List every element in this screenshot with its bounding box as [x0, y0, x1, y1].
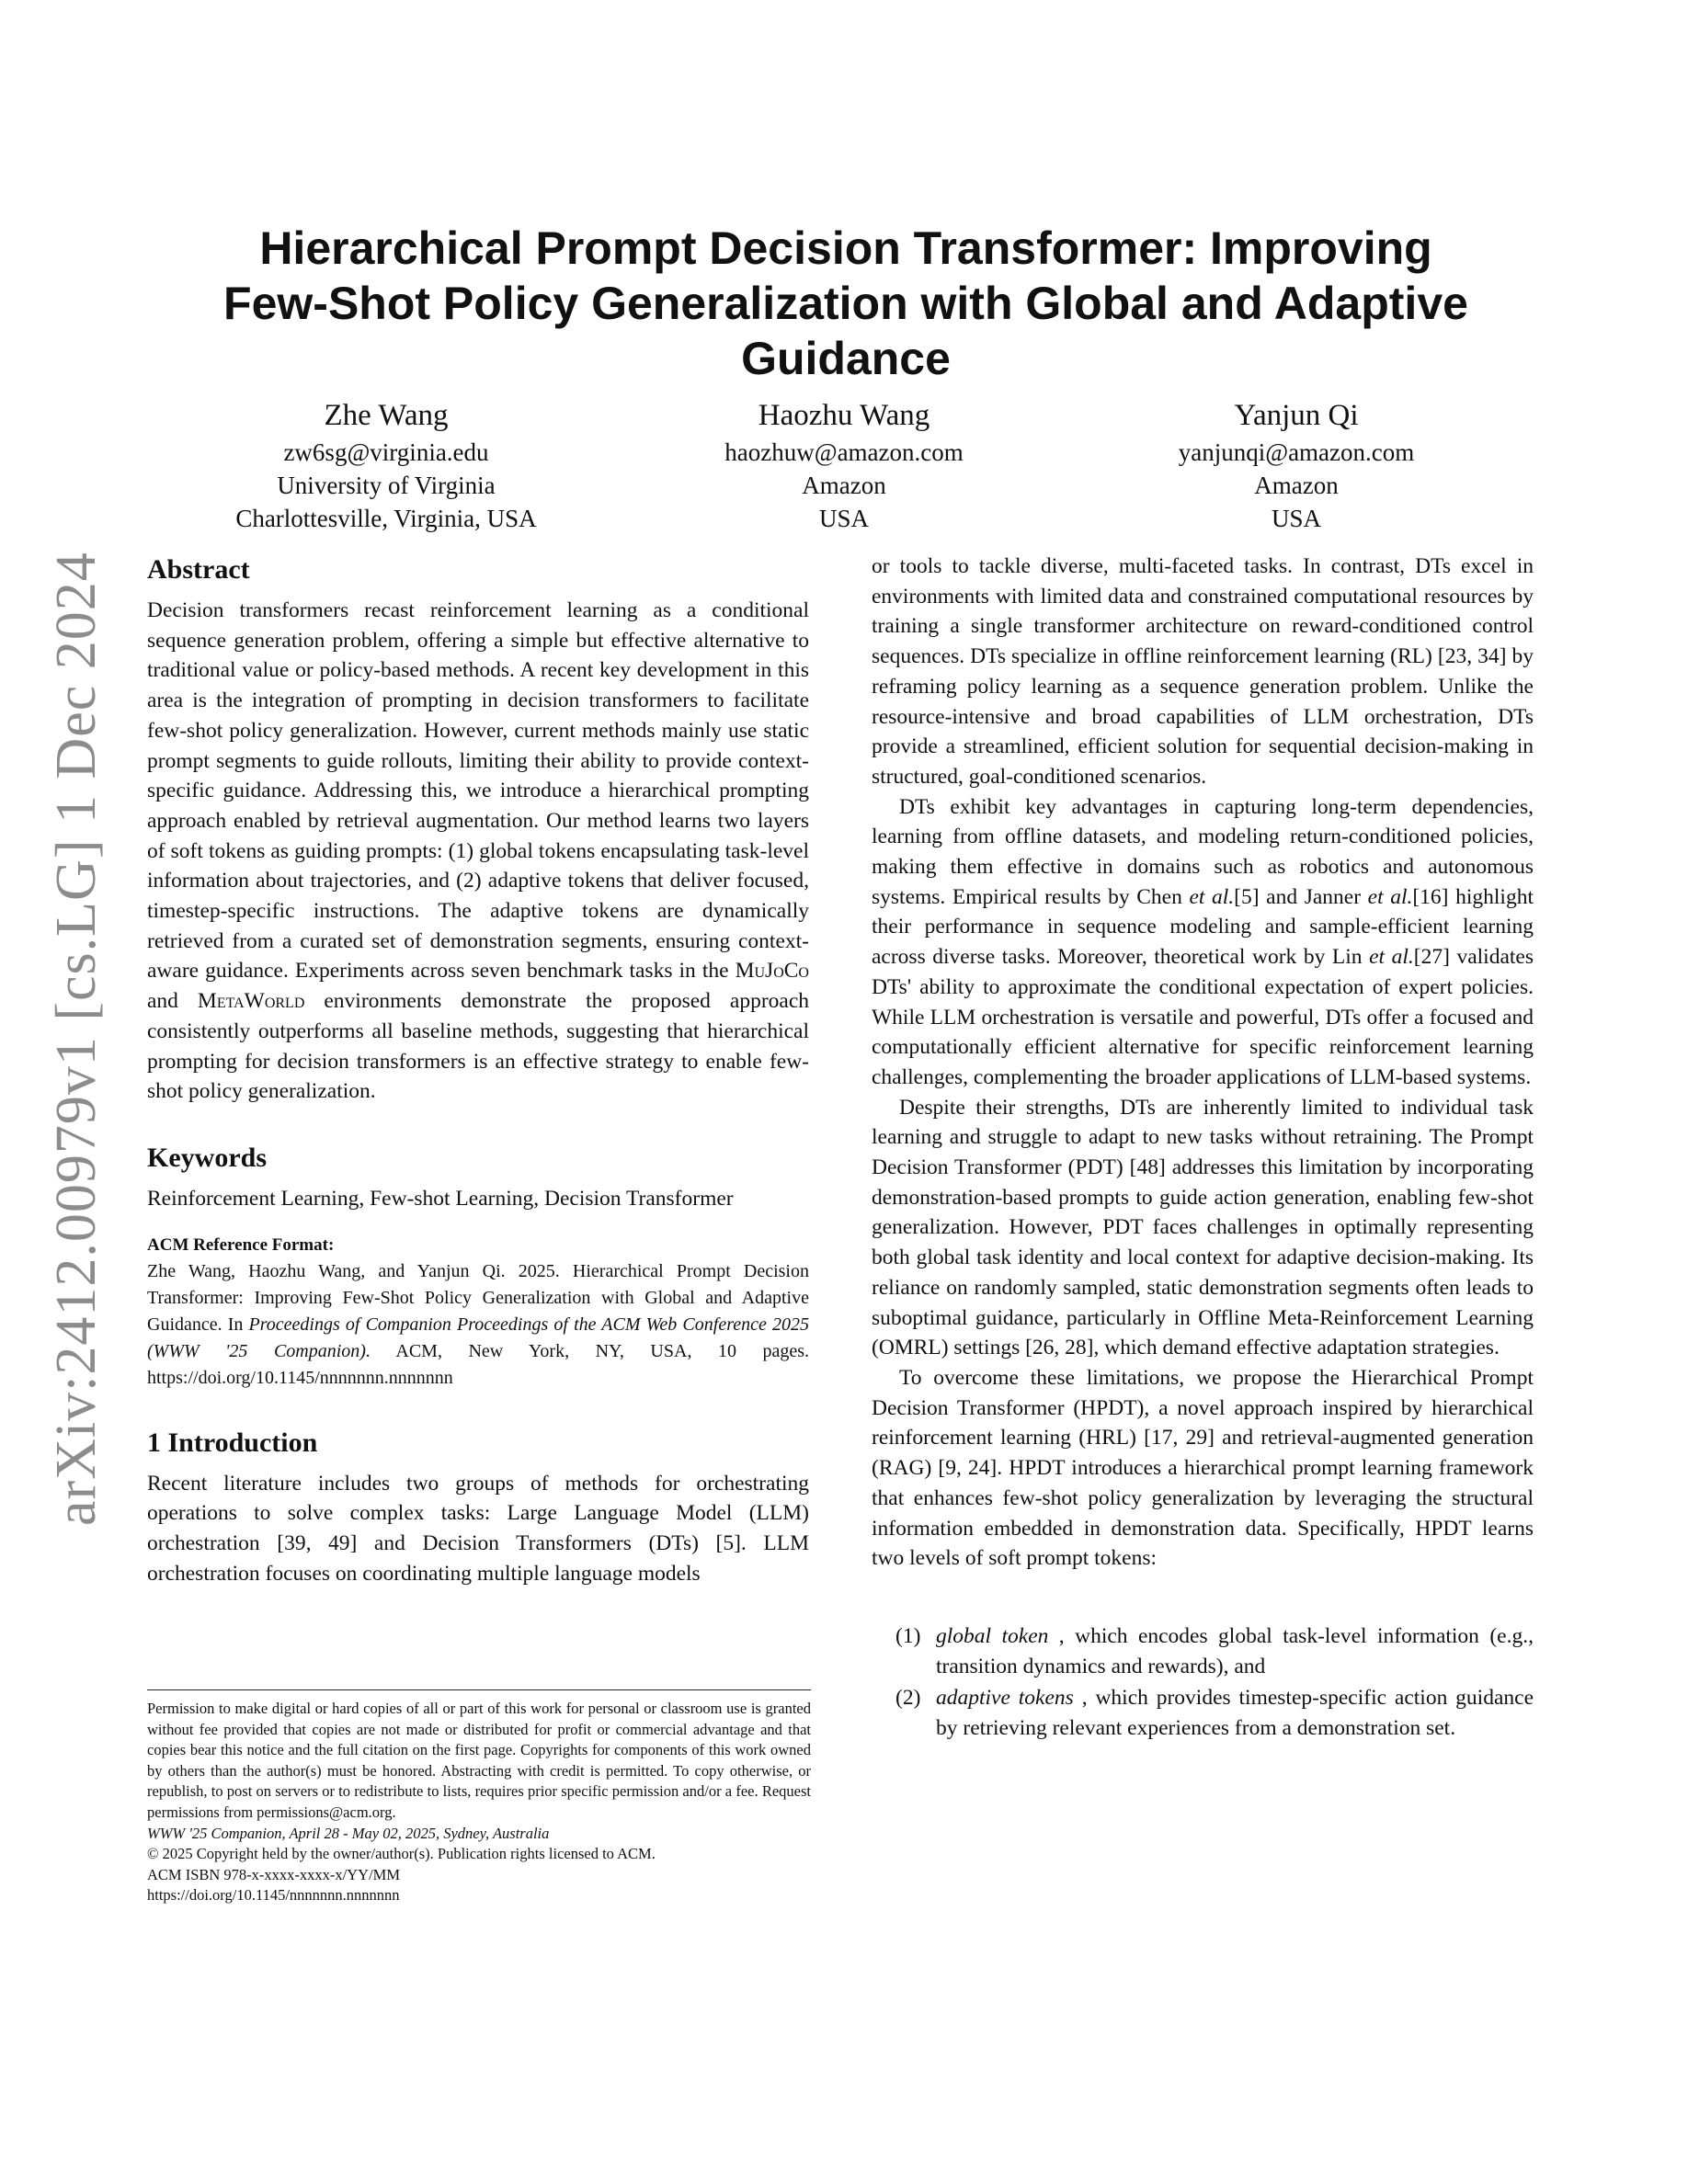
doi-link[interactable]: https://doi.org/10.1145/nnnnnnn.nnnnnnn — [147, 1886, 400, 1905]
author-block-3 — [1057, 395, 1535, 535]
author-affiliation: Amazon — [802, 472, 886, 499]
introduction-heading: 1 Introduction — [147, 1427, 318, 1458]
title-line: Guidance — [741, 333, 951, 384]
author-affiliation: University of Virginia — [277, 472, 496, 499]
intro-paragraph-3: Despite their strengths, DTs are inherently limited to individual task learning and struggle to adapt to new tasks without retraining. The Prompt Decision Transformer (PDT) [48] addresses this limitation by incorporating demonstration-based prompts to guide action generation, enabling few-shot generalization. However, PDT faces challenges in optimally representing both global task identity and local context for adaptive decision-making. Its reliance on randomly sampled, static demonstration segments often leads to suboptimal guidance, particularly in Offline Meta-Reinforcement Learning (OMRL) settings [26, 28], which demand effective adaptation strategies. — [872, 1095, 1534, 1360]
abstract-heading: Abstract — [147, 554, 250, 585]
author-block-2 — [605, 395, 1083, 535]
arxiv-identifier-stamp: arXiv:2412.00979v1 [cs.LG] 1 Dec 2024 — [45, 552, 108, 1526]
author-location: Charlottesville, Virginia, USA — [235, 505, 537, 532]
list-item — [872, 1621, 1534, 1681]
list-item-text: adaptive tokens , which provides timestep-specific action guidance by retrieving relevant experiences from a demonstration set. — [936, 1686, 1534, 1741]
acm-reference — [147, 1233, 809, 1392]
abstract-text: Decision transformers recast reinforcement learning as a conditional sequence generation problem, offering a simple but effective alternative to traditional value or policy-based methods. A recent key development in this area is the integration of prompting in decision transformers to facilitate few-shot policy generalization. However, current methods mainly use static prompt segments to guide rollouts, limiting their ability to provide context-specific guidance. Addressing this, we introduce a hierarchical prompting approach enabled by retrieval augmentation. Our method learns two layers of soft tokens as guiding prompts: (1) global tokens encapsulating task-level information about trajectories, and (2) adaptive tokens that deliver focused, timestep-specific instructions. The adaptive tokens are dynamically retrieved from a curated set of demonstration segments, ensuring context-aware guidance. Experiments across seven benchmark tasks in the MuJoCo and MetaWorld environments demonstrate the proposed approach consistently outperforms all baseline methods, suggesting that hierarchical prompting for decision transformers is an effective strategy to enable few-shot policy generalization. — [147, 598, 810, 1104]
author-name: Zhe Wang — [324, 399, 449, 432]
list-item-text: global token , which encodes global task-level information (e.g., transition dynamics and rewards), and — [936, 1623, 1534, 1678]
title-line: Few-Shot Policy Generalization with Global and Adaptive — [223, 278, 1468, 329]
right-column — [872, 552, 1534, 1746]
acm-reference-label: ACM Reference Format: — [147, 1234, 335, 1255]
footnote-divider — [147, 1689, 811, 1690]
author-block-1 — [147, 395, 625, 535]
author-name: Yanjun Qi — [1234, 399, 1359, 432]
intro-paragraph-4: To overcome these limitations, we propose the Hierarchical Prompt Decision Transformer (HPDT), a novel approach inspired by hierarchical reinforcement learning (HRL) [17, 29] and retrieval-augmented generation (RAG) [9, 24]. HPDT introduces a hierarchical prompt learning framework that enhances few-shot policy generalization by leveraging the structural information embedded in demonstration data. Specifically, HPDT learns two levels of soft prompt tokens: — [872, 1365, 1534, 1571]
list-item-number: (2) — [895, 1686, 921, 1711]
list-item-number: (1) — [895, 1623, 921, 1648]
intro-continuation-paragraph: or tools to tackle diverse, multi-faceted tasks. In contrast, DTs excel in environments with limited data and constrained computational resources by training a single transformer architecture on reward-conditioned control sequences. DTs specialize in offline reinforcement learning (RL) [23, 34] by reframing policy learning as a sequence generation problem. Unlike the resource-intensive and broad capabilities of LLM orchestration, DTs provide a streamlined, efficient solution for sequential decision-making in structured, goal-conditioned scenarios. — [872, 554, 1534, 789]
left-column — [147, 552, 809, 1588]
keywords-heading: Keywords — [147, 1142, 267, 1173]
conference-info: WWW '25 Companion, April 28 - May 02, 2025, Sydney, Australia — [147, 1824, 550, 1842]
acm-reference-venue: Proceedings of Companion Proceedings of the ACM Web Conference 2025 (WWW '25 Companion). — [147, 1314, 809, 1361]
copyright-footnote — [147, 1699, 811, 1906]
author-email[interactable]: yanjunqi@amazon.com — [1178, 438, 1415, 466]
permission-notice: Permission to make digital or hard copies of all or part of this work for personal or classroom use is granted without fee provided that copies are not made or distributed for profit or commercial advantage and that copies bear this notice and the full citation on the first page. Copyrights for components of this work owned by others than the author(s) must be honored. Abstracting with credit is permitted. To copy otherwise, or republish, to post on servers or to redistribute to lists, requires prior specific permission and/or a fee. Request permissions from permissions@acm.org. — [147, 1700, 811, 1821]
mujoco-name: MuJoCo — [735, 959, 809, 984]
introduction-paragraph: Recent literature includes two groups of methods for orchestrating operations to solve complex tasks: Large Language Model (LLM) orchestration [39, 49] and Decision Transformers (DTs) [5]. LLM orchestration focuses on coordinating multiple language models — [147, 1471, 809, 1586]
paper-title — [165, 221, 1526, 386]
acm-reference-text: Zhe Wang, Haozhu Wang, and Yanjun Qi. 2025. Hierarchical Prompt Decision Transformer: Improving Few-Shot Policy Generalization with Global and Adaptive Guidance. In Proceedings of Companion Proceedings of the ACM Web Conference 2025 (WWW '25 Companion). ACM, New York, NY, USA, 10 pages. https://doi.org/10.1145/nnnnnnn.nnnnnnn — [147, 1260, 810, 1388]
author-email[interactable]: zw6sg@virginia.edu — [283, 438, 489, 466]
keywords-text: Reinforcement Learning, Few-shot Learning, Decision Transformer — [147, 1186, 734, 1211]
intro-paragraph-2: DTs exhibit key advantages in capturing long-term dependencies, learning from offline datasets, and modeling return-conditioned policies, making them effective in domains such as robotics and autonomous systems. Empirical results by Chen et al.[5] and Janner et al.[16] highlight their performance in sequence modeling and sample-efficient learning across diverse tasks. Moreover, theoretical work by Lin et al.[27] validates DTs' ability to approximate the conditional expectation of expert policies. While LLM orchestration is versatile and powerful, DTs offer a focused and computationally efficient alternative for specific reinforcement learning challenges, complementing the broader applications of LLM-based systems. — [872, 794, 1534, 1089]
isbn-line: ACM ISBN 978-x-xxxx-xxxx-x/YY/MM — [147, 1865, 401, 1883]
author-name: Haozhu Wang — [758, 399, 930, 432]
metaworld-name: MetaWorld — [197, 989, 305, 1014]
list-item — [872, 1683, 1534, 1743]
author-affiliation: Amazon — [1254, 472, 1339, 499]
author-location: USA — [1271, 505, 1321, 532]
title-line: Hierarchical Prompt Decision Transformer: Improving — [259, 222, 1432, 274]
copyright-line: © 2025 Copyright held by the owner/author(s). Publication rights licensed to ACM. — [147, 1845, 656, 1863]
author-location: USA — [818, 505, 869, 532]
author-email[interactable]: haozhuw@amazon.com — [724, 438, 964, 466]
contribution-list — [872, 1621, 1534, 1744]
